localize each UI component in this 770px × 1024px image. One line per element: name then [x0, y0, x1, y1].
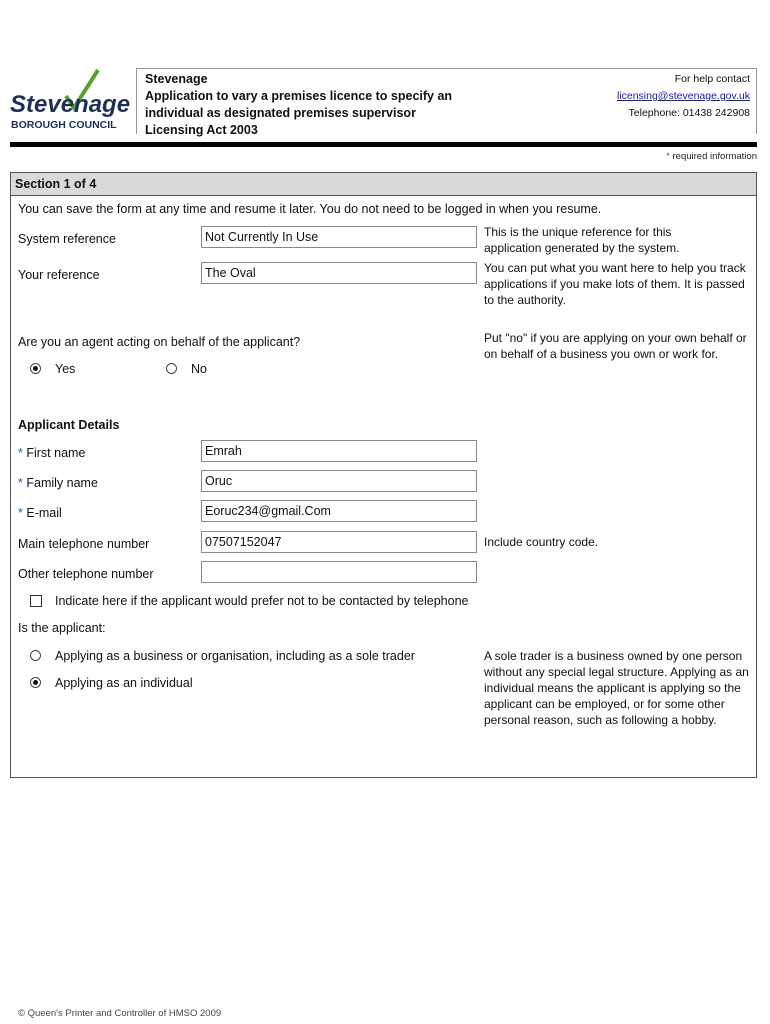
act-name: Licensing Act 2003 — [145, 123, 258, 137]
title-line-2: individual as designated premises supervisor — [145, 106, 416, 120]
agent-yes-radio[interactable] — [30, 363, 41, 374]
individual-option-label: Applying as an individual — [55, 676, 193, 690]
first-name-input[interactable]: Emrah — [201, 440, 477, 462]
main-phone-input[interactable]: 07507152047 — [201, 531, 477, 553]
system-reference-label: System reference — [18, 232, 116, 246]
agent-no-radio[interactable] — [166, 363, 177, 374]
main-phone-help: Include country code. — [484, 535, 599, 549]
required-note: * required information — [666, 151, 757, 162]
agent-question-help: Put "no" if you are applying on your own behalf or on behalf of a business you own or work for. — [484, 331, 747, 361]
agent-no-label: No — [191, 362, 207, 376]
header-divider — [10, 142, 757, 147]
org-name: Stevenage — [145, 72, 208, 86]
title-line-1: Application to vary a premises licence to specify an — [145, 89, 453, 103]
required-marker: * — [18, 506, 23, 520]
other-phone-label: Other telephone number — [18, 567, 154, 581]
logo-word: Stevenage — [10, 91, 131, 118]
section-1 — [10, 172, 757, 778]
family-name-input[interactable]: Oruc — [201, 470, 477, 492]
system-reference-help: This is the unique reference for this application generated by the system. — [484, 225, 680, 255]
applicant-type-help: A sole trader is a business owned by one person without any special legal structure. Applying as an individual means the applicant is applying so the applicant can be employed, or for some other personal reason, such as following a hobby. — [484, 649, 749, 727]
stevenage-logo — [8, 68, 132, 134]
your-reference-input[interactable]: The Oval — [201, 262, 477, 284]
email-label: * E-mail — [18, 506, 62, 520]
required-marker: * — [18, 476, 23, 490]
logo-subtitle: BOROUGH COUNCIL — [11, 119, 117, 131]
help-contact — [617, 71, 750, 122]
copyright-footer: © Queen's Printer and Controller of HMSO 2009 — [18, 1008, 222, 1019]
your-reference-help: You can put what you want here to help you track applications if you make lots of them. It is passed to the authority. — [484, 261, 746, 307]
no-phone-contact-checkbox[interactable] — [30, 595, 42, 607]
help-telephone: Telephone: 01438 242908 — [628, 107, 750, 119]
other-phone-input[interactable] — [201, 561, 477, 583]
business-option-label: Applying as a business or organisation, including as a sole trader — [55, 649, 415, 663]
required-star: * — [666, 151, 670, 162]
system-reference-input[interactable]: Not Currently In Use — [201, 226, 477, 248]
first-name-label: * First name — [18, 446, 86, 460]
no-phone-contact-label: Indicate here if the applicant would prefer not to be contacted by telephone — [55, 594, 469, 608]
your-reference-label: Your reference — [18, 268, 100, 282]
form-title — [145, 71, 452, 139]
help-email-link[interactable]: licensing@stevenage.gov.uk — [616, 90, 750, 102]
family-name-label: * Family name — [18, 476, 98, 490]
section-title: Section 1 of 4 — [11, 173, 756, 196]
main-phone-label: Main telephone number — [18, 537, 150, 551]
form-header — [136, 68, 757, 137]
required-marker: * — [18, 446, 23, 460]
applicant-details-heading: Applicant Details — [18, 418, 120, 432]
business-radio[interactable] — [30, 650, 41, 661]
is-applicant-label: Is the applicant: — [18, 621, 106, 635]
individual-radio[interactable] — [30, 677, 41, 688]
help-label: For help contact — [674, 73, 750, 85]
section-intro: You can save the form at any time and resume it later. You do not need to be logged in when you resume. — [18, 202, 602, 216]
agent-question-label: Are you an agent acting on behalf of the applicant? — [18, 335, 301, 349]
agent-yes-label: Yes — [55, 362, 76, 376]
email-input[interactable]: Eoruc234@gmail.Com — [201, 500, 477, 522]
